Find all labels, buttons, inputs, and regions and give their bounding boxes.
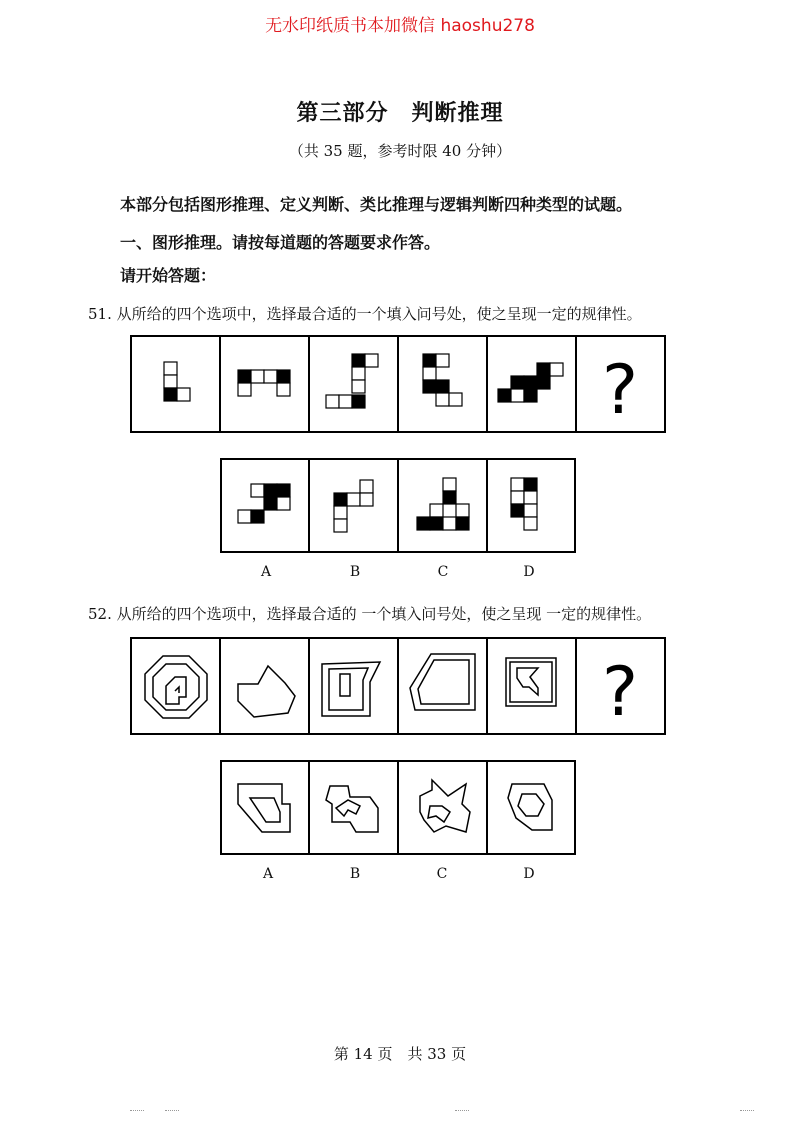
q52-option-d-label: D [523, 866, 535, 882]
q52-stem-cell-5 [506, 658, 556, 706]
q51-option-a-figure [238, 484, 290, 523]
question-51-text: 51. 从所给的四个选项中，选择最合适的一个填入问号处，使之呈现一定的规律性。 [88, 305, 642, 323]
scan-specks [0, 1110, 800, 1120]
q51-option-b-figure [334, 480, 373, 532]
section-subtitle: （共 35 题，参考时限 40 分钟） [288, 142, 512, 160]
q51-options-figure [220, 458, 576, 553]
section-title: 第三部分 判断推理 [296, 101, 504, 126]
q52-stem-cell-2 [238, 666, 295, 717]
q51-stem-cell-2 [238, 370, 290, 396]
q51-stem-cell-4 [423, 354, 462, 406]
watermark: 无水印纸质书本加微信 haoshu278 [265, 16, 535, 36]
intro-line-1: 本部分包括图形推理、定义判断、类比推理与逻辑判断四种类型的试题。 [120, 195, 633, 214]
q51-stem-cell-3 [326, 354, 378, 408]
q51-option-d-figure [511, 478, 537, 530]
q51-stem-figure [130, 335, 666, 433]
q51-stem-cell-5 [498, 363, 563, 402]
q52-option-d-figure [508, 784, 552, 830]
q52-option-a-figure [238, 784, 290, 832]
q51-option-b-label: B [349, 564, 361, 580]
intro-line-2: 一、图形推理。请按每道题的答题要求作答。 [120, 233, 441, 252]
q52-stem-cell-3 [322, 662, 380, 716]
q52-option-c-label: C [436, 866, 448, 882]
q51-option-c-figure [417, 478, 469, 530]
q52-option-b-label: B [349, 866, 361, 882]
question-52-text: 52. 从所给的四个选项中，选择最合适的 一个填入问号处，使之呈现 一定的规律性。 [88, 605, 652, 623]
q52-stem-figure [130, 637, 666, 735]
q52-option-a-label: A [262, 866, 274, 882]
q51-option-d-label: D [523, 564, 535, 580]
page-footer: 第 14 页 共 33 页 [333, 1045, 467, 1063]
q51-question-mark: ? [601, 351, 639, 430]
q52-options-figure [220, 760, 576, 855]
q51-option-c-label: C [437, 564, 449, 580]
q52-stem-cell-4 [410, 654, 475, 710]
intro-line-3: 请开始答题： [120, 266, 217, 285]
q52-stem-cell-1 [145, 656, 207, 718]
q51-option-a-label: A [260, 564, 272, 580]
q51-stem-cell-1 [164, 362, 190, 401]
q52-option-c-figure [420, 780, 470, 832]
q52-question-mark: ? [601, 653, 639, 732]
q52-option-b-figure [326, 786, 378, 832]
